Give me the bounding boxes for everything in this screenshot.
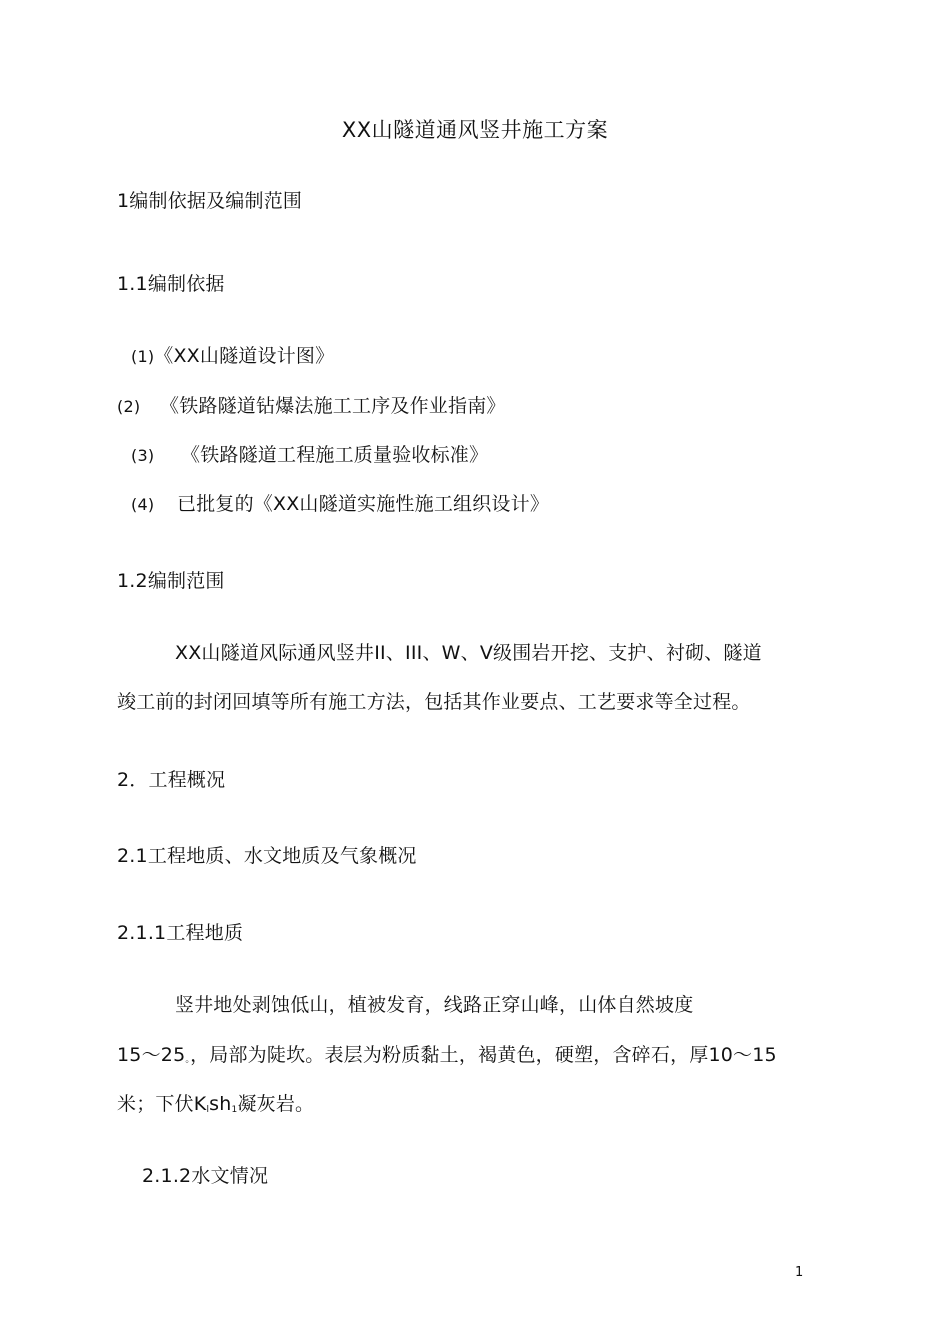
geology-paragraph-line-3 bbox=[117, 1092, 314, 1122]
degree-mark: 。 bbox=[185, 1055, 191, 1065]
geology-text: 凝灰岩。 bbox=[237, 1093, 315, 1115]
document-title: XX山隧道通风竖井施工方案 bbox=[341, 118, 609, 142]
reference-item-2 bbox=[117, 394, 506, 419]
scope-paragraph-line-2: 竣工前的封闭回填等所有施工方法，包括其作业要点、工艺要求等全过程。 bbox=[117, 691, 751, 713]
reference-text: 《铁路隧道钻爆法施工工序及作业指南》 bbox=[160, 395, 506, 417]
section-2-1-1-heading: 2.1.1工程地质 bbox=[117, 922, 244, 944]
geology-text: 米；下伏K bbox=[117, 1093, 207, 1115]
section-1-heading: 1编制依据及编制范围 bbox=[117, 190, 303, 212]
geology-paragraph-line-1: 竖井地处剥蚀低山，植被发育，线路正穿山峰，山体自然坡度 bbox=[175, 994, 694, 1016]
geology-paragraph-line-2 bbox=[117, 1043, 777, 1072]
reference-item-1 bbox=[131, 344, 334, 369]
section-1-2-heading: 1.2编制范围 bbox=[117, 570, 225, 592]
reference-number: (4) bbox=[131, 495, 155, 514]
formation-subscript: 1 bbox=[231, 1105, 238, 1115]
reference-item-4 bbox=[131, 492, 549, 517]
reference-number: (1) bbox=[131, 347, 155, 366]
section-2-1-2-heading: 2.1.2水文情况 bbox=[142, 1165, 269, 1187]
section-2-1-heading: 2.1工程地质、水文地质及气象概况 bbox=[117, 845, 417, 867]
slope-range: 15〜25 bbox=[117, 1044, 186, 1066]
geology-text: ，局部为陡坎。表层为粉质黏土，褐黄色，硬塑，含碎石，厚10〜15 bbox=[190, 1044, 777, 1066]
reference-item-3 bbox=[131, 443, 488, 468]
section-1-1-heading: 1.1编制依据 bbox=[117, 273, 225, 295]
formation-subscript: l bbox=[206, 1105, 210, 1115]
formation-code: sh bbox=[209, 1093, 232, 1115]
reference-number: (2) bbox=[117, 397, 141, 416]
scope-paragraph-line-1: XX山隧道风际通风竖井II、III、W、V级围岩开挖、支护、衬砌、隧道 bbox=[175, 642, 762, 664]
page-number: 1 bbox=[795, 1265, 804, 1280]
reference-text: 《XX山隧道设计图》 bbox=[154, 345, 335, 367]
reference-number: (3) bbox=[131, 446, 155, 465]
reference-text: 已批复的《XX山隧道实施性施工组织设计》 bbox=[177, 493, 550, 515]
section-2-heading: 2．工程概况 bbox=[117, 769, 226, 791]
reference-text: 《铁路隧道工程施工质量验收标准》 bbox=[181, 444, 489, 466]
